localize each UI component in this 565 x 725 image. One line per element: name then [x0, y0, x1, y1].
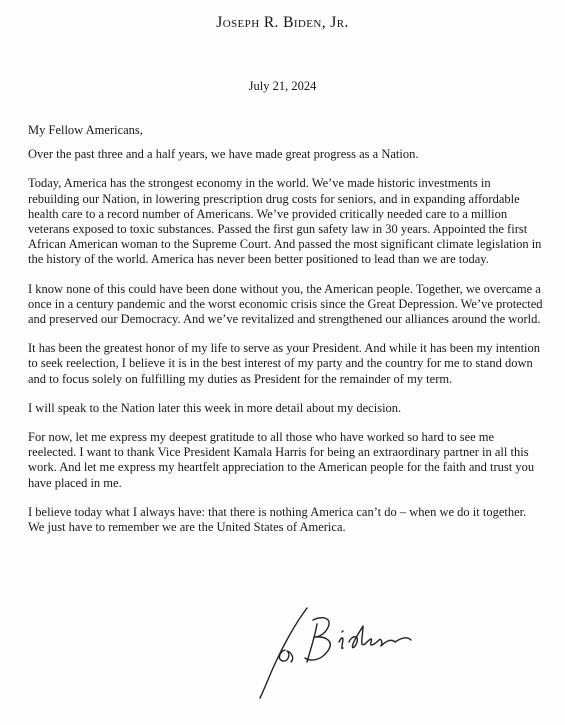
paragraph-2: Today, America has the strongest economy in the world. We’ve made historic investments in rebuilding our Nation, in lowering prescription drug costs for seniors, and in expanding affordable health care to a record number of Americans. We’ve provided critically needed care to a million veterans exposed to toxic substances. Passed the first gun safety law in 30 years. Appointed the first African American woman to the Supreme Court. And passed the most significant climate legislation in the history of the world. America has never been better positioned to lead than we are today.	[28, 176, 542, 267]
paragraph-4: It has been the greatest honor of my life to serve as your President. And while it has been my intention to seek reelection, I believe it is in the best interest of my party and the country for me to stand down and to focus solely on fulfilling my duties as President for the remainder of my term.	[28, 341, 541, 386]
paragraph-1: Over the past three and a half years, we have made great progress as a Nation.	[28, 147, 419, 162]
paragraph-3: I know none of this could have been done without you, the American people. Together, we overcame a once in a century pandemic and the worst economic crisis since the Great Depression. We’ve protected and preserved our Democracy. And we’ve revitalized and strengthened our alliances around the world.	[28, 281, 543, 327]
letter-body	[28, 123, 544, 549]
paragraph-5: I will speak to the Nation later this week in more detail about my decision.	[28, 400, 402, 415]
letterhead-name: Joseph R. Biden, Jr.	[216, 14, 349, 31]
handwritten-signature	[255, 606, 435, 706]
salutation: My Fellow Americans,	[28, 123, 143, 137]
paragraph-6: For now, let me express my deepest gratitude to all those who have worked so hard to see me reelected. I want to thank Vice President Kamala Harris for being an extraordinary partner in all this work. And let me express my heartfelt appreciation to the American people for the faith and trust you have placed in me.	[28, 430, 535, 490]
letter-date: July 21, 2024	[248, 79, 317, 93]
paragraph-7: I believe today what I always have: that there is nothing America can’t do – when we do it together. We just have to remember we are the United States of America.	[28, 504, 527, 535]
